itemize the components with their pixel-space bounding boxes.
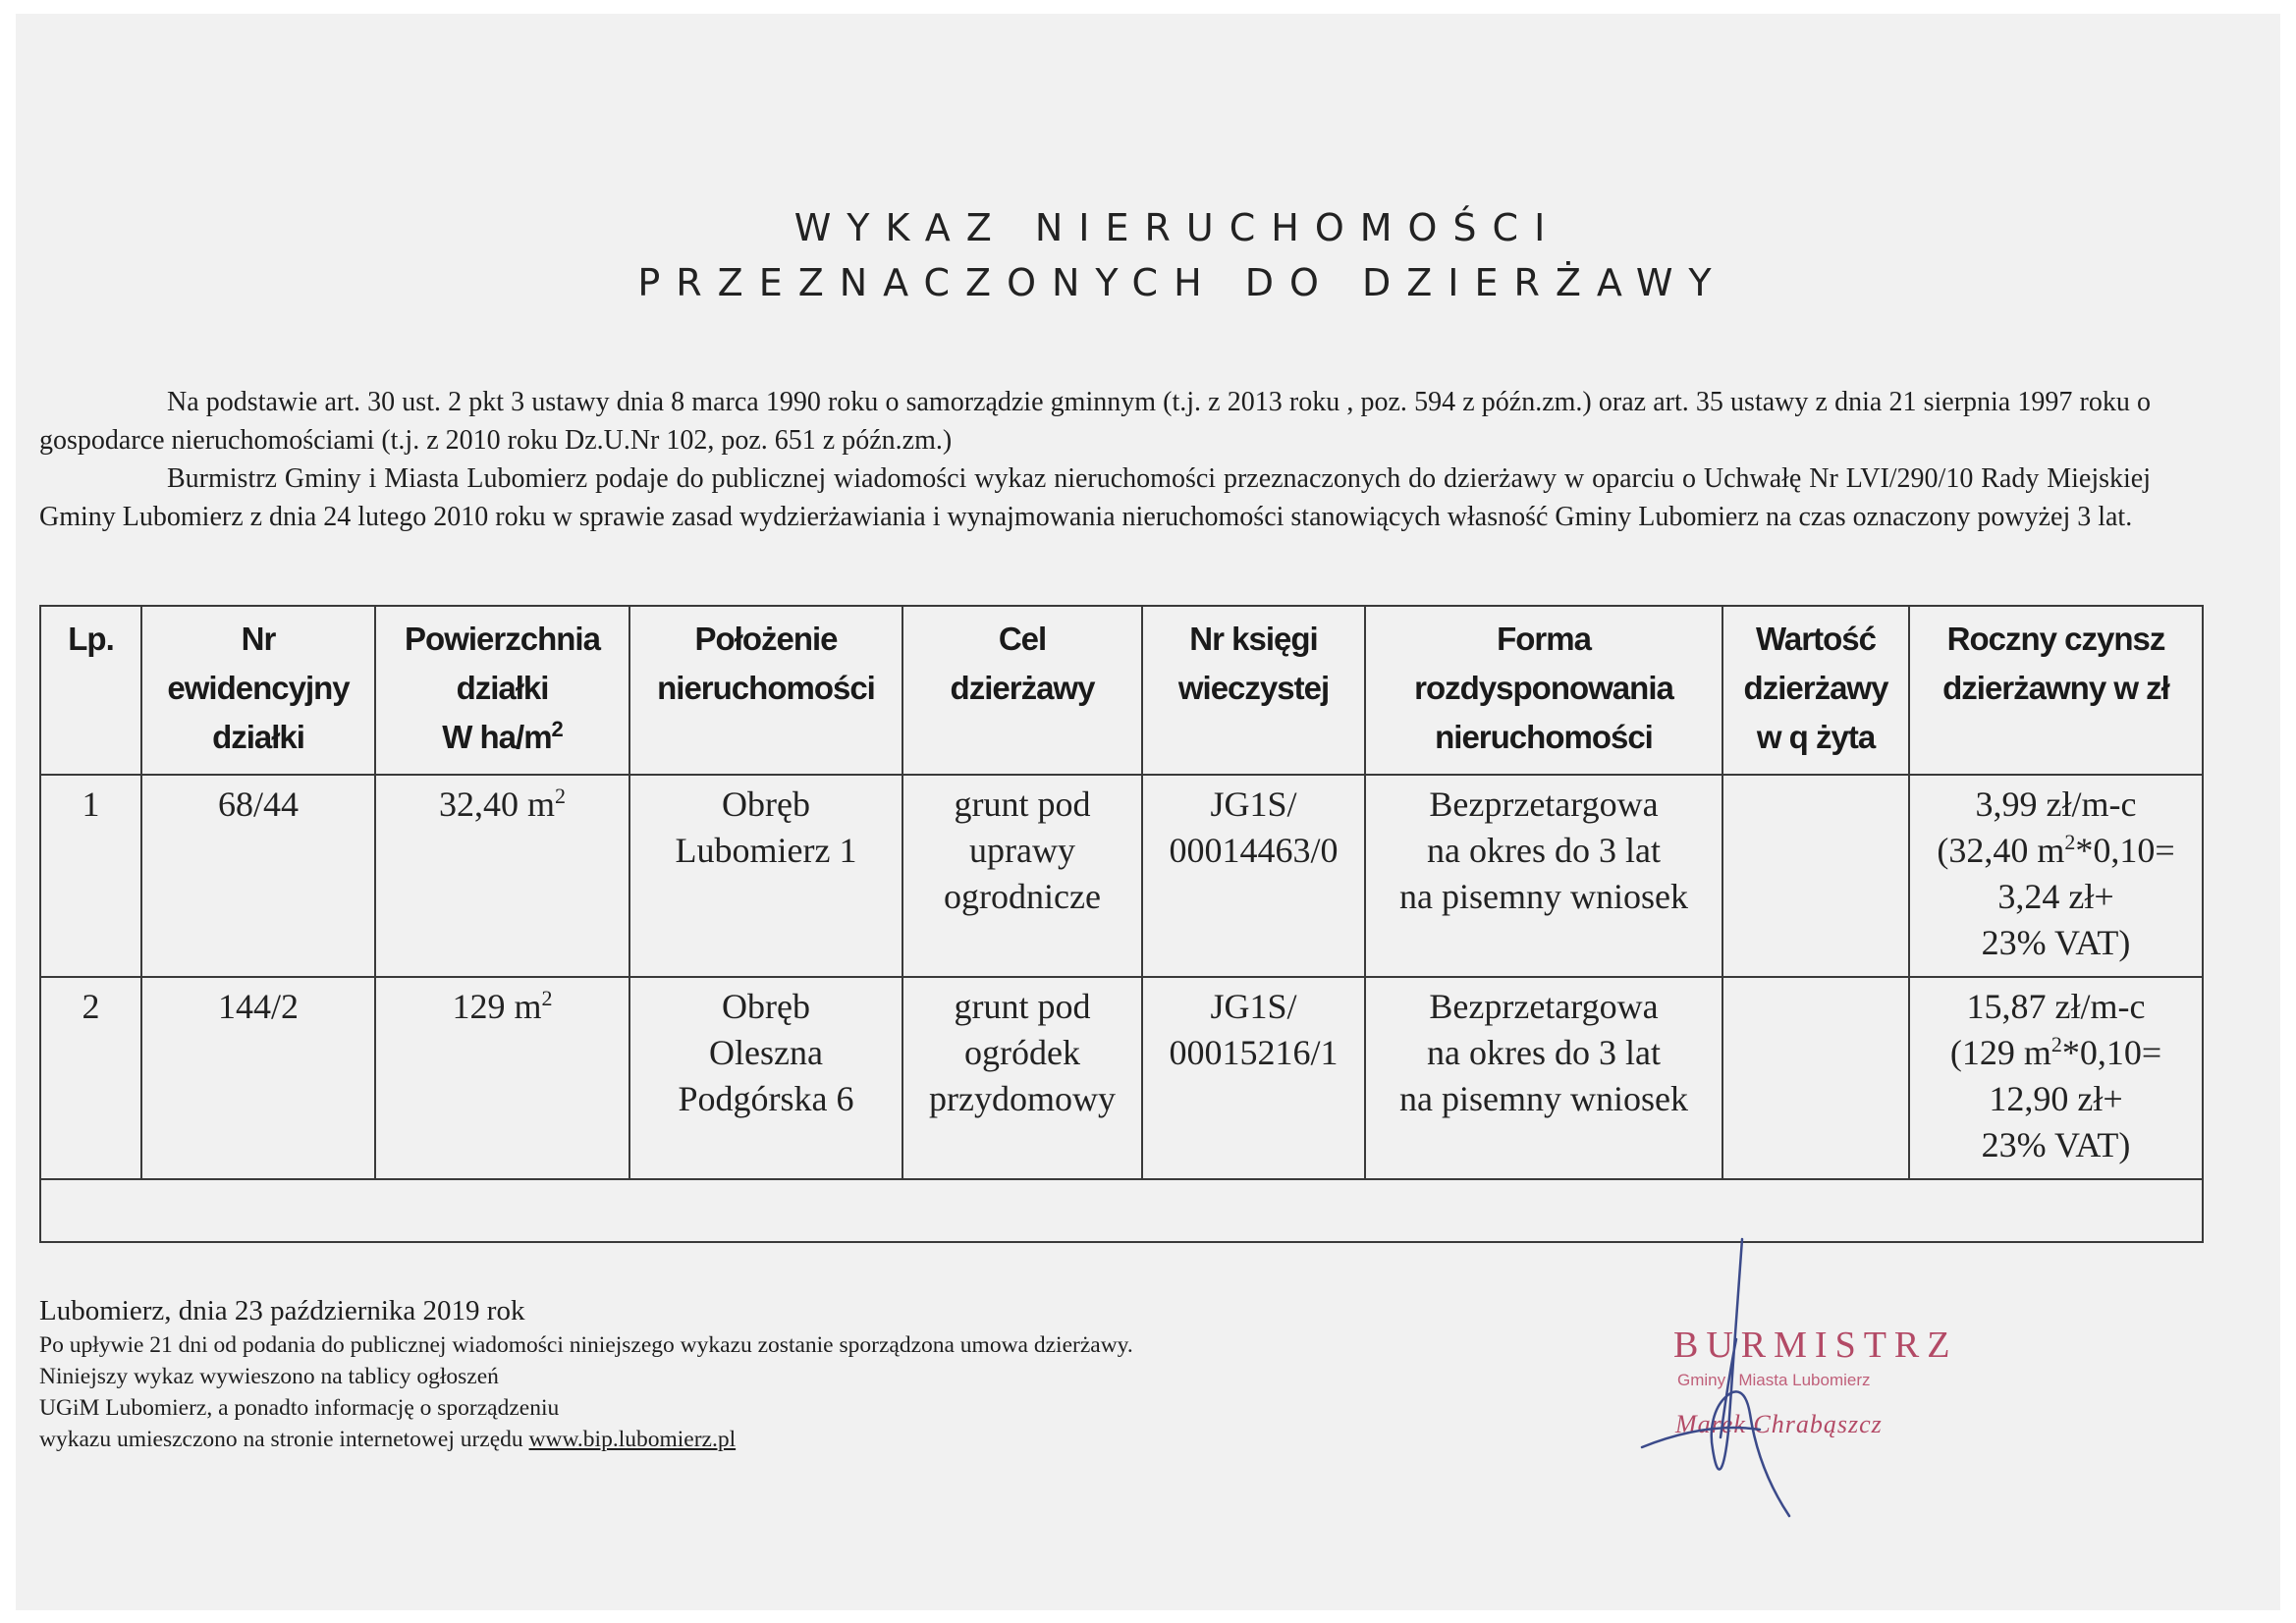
cell-lease-value: [1722, 977, 1909, 1179]
footer-note-2: Niniejszy wykaz wywieszono na tablicy ogłoszeń: [39, 1364, 499, 1389]
footer: [39, 1292, 1512, 1455]
header-parcel-number: Nr ewidencyjny działki: [141, 606, 375, 775]
bip-website-link[interactable]: www.bip.lubomierz.pl: [528, 1427, 737, 1452]
header-land-register: Nr księgi wieczystej: [1142, 606, 1365, 775]
empty-cell: [40, 1179, 2203, 1242]
cell-annual-rent: 3,99 zł/m-c (32,40 $m^2*0,10=$ 3,24 zł+ 23% VAT): [1909, 775, 2203, 977]
cell-location: Obręb Lubomierz 1: [629, 775, 902, 977]
cell-purpose: grunt pod uprawy ogrodnicze: [902, 775, 1142, 977]
intro-paragraph-2: Burmistrz Gminy i Miasta Lubomierz podaje do publicznej wiadomości wykaz nieruchomości przeznaczonych do dzierżawy w oparciu o Uchwałę Nr LVI/290/10 Rady Miejskiej Gminy Lubomierz z dnia 24 lutego 2010 roku w sprawie zasad wydzierżawiania i wynajmowania nieruchomości stanowiących własność Gminy Lubomierz na czas oznaczony powyżej 3 lat.: [39, 463, 2151, 532]
cell-area: 32,40 $m^2$: [375, 775, 629, 977]
mayor-stamp: [1646, 1320, 1970, 1487]
footer-note-1: Po upływie 21 dni od podania do publicznej wiadomości niniejszego wykazu zostanie sporządzona umowa dzierżawy.: [39, 1332, 1133, 1358]
cell-land-register: JG1S/ 00014463/0: [1142, 775, 1365, 977]
cell-land-register: JG1S/ 00015216/1: [1142, 977, 1365, 1179]
header-lease-value: Wartość dzierżawy w q żyta: [1722, 606, 1909, 775]
table-row: [40, 775, 2203, 977]
cell-lease-value: [1722, 775, 1909, 977]
cell-parcel-number: 144/2: [141, 977, 375, 1179]
table-empty-row: [40, 1179, 2203, 1242]
cell-location: Obręb Oleszna Podgórska 6: [629, 977, 902, 1179]
intro-text: [39, 383, 2151, 536]
cell-disposal-form: Bezprzetargowa na okres do 3 lat na pisemny wniosek: [1365, 775, 1722, 977]
intro-paragraph-1: Na podstawie art. 30 ust. 2 pkt 3 ustawy dnia 8 marca 1990 roku o samorządzie gminnym (t.j. z 2013 roku , poz. 594 z późn.zm.) oraz art. 35 ustawy z dnia 21 sierpnia 1997 roku o gospodarce nieruchomościami (t.j. z 2010 roku Dz.U.Nr 102, poz. 651 z późn.zm.): [39, 387, 2151, 456]
header-location: Położenie nieruchomości: [629, 606, 902, 775]
footer-note-3: UGiM Lubomierz, a ponadto informację o sporządzeniu: [39, 1395, 560, 1421]
cell-lp: 2: [40, 977, 141, 1179]
header-lp: Lp.: [40, 606, 141, 775]
header-disposal-form: Forma rozdysponowania nieruchomości: [1365, 606, 1722, 775]
document-title-line1: WYKAZ NIERUCHOMOŚCI: [793, 206, 1561, 249]
property-table: [39, 605, 2204, 1243]
stamp-name: Marek Chrabąszcz: [1675, 1410, 1883, 1438]
header-purpose: Cel dzierżawy: [902, 606, 1142, 775]
table-row: [40, 977, 2203, 1179]
table-header-row: [40, 606, 2203, 775]
cell-area: 129 $m^2$: [375, 977, 629, 1179]
signature-icon: [1622, 1221, 1838, 1536]
header-area: Powierzchnia działki W $ha/m^2$: [375, 606, 629, 775]
stamp-subtitle: Gminy i Miasta Lubomierz: [1677, 1371, 1871, 1389]
cell-disposal-form: Bezprzetargowa na okres do 3 lat na pisemny wniosek: [1365, 977, 1722, 1179]
cell-parcel-number: 68/44: [141, 775, 375, 977]
cell-annual-rent: 15,87 zł/m-c (129 $m^2*0,10=$ 12,90 zł+ 23% VAT): [1909, 977, 2203, 1179]
document-sheet: [16, 14, 2280, 1610]
place-date: Lubomierz, dnia 23 października 2019 rok: [39, 1295, 525, 1326]
stamp-title: BURMISTRZ: [1673, 1325, 1958, 1366]
document-title-line2: PRZEZNACZONYCH DO DZIERŻAWY: [637, 261, 1727, 304]
header-annual-rent: Roczny czynsz dzierżawny w zł: [1909, 606, 2203, 775]
cell-purpose: grunt pod ogródek przydomowy: [902, 977, 1142, 1179]
footer-note-4: wykazu umieszczono na stronie internetowej urzędu www.bip.lubomierz.pl: [39, 1427, 737, 1452]
cell-lp: 1: [40, 775, 141, 977]
